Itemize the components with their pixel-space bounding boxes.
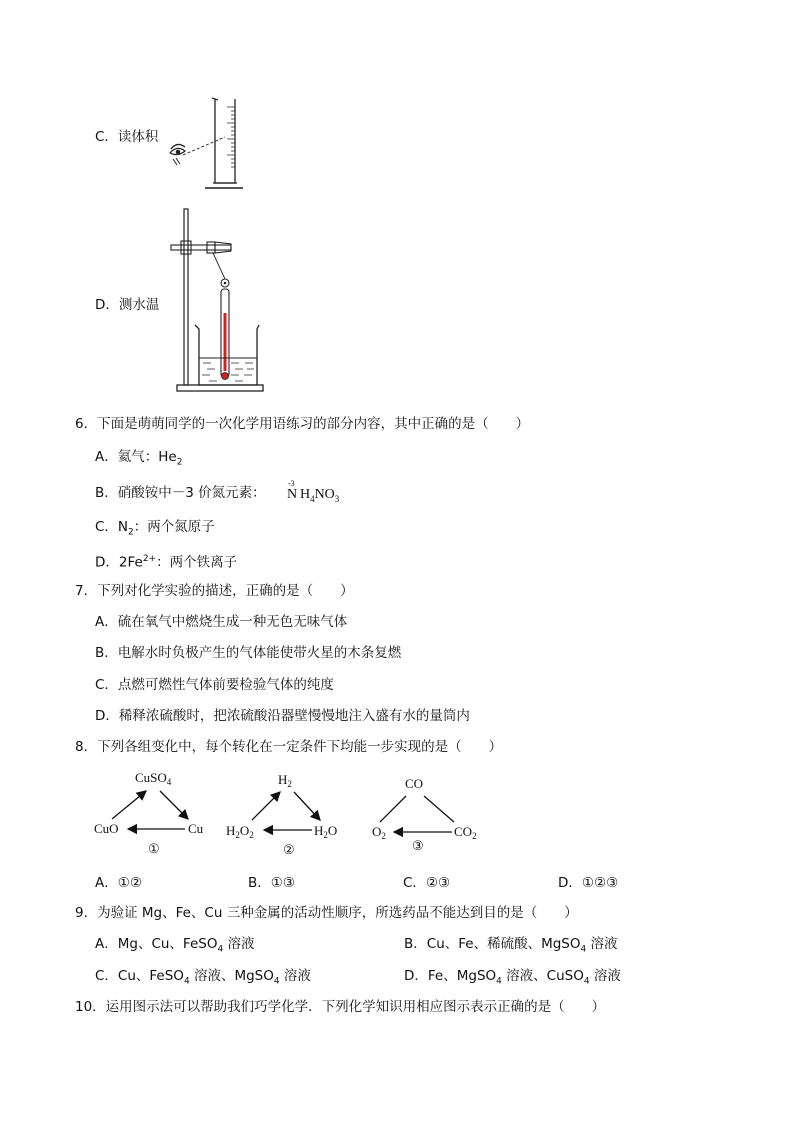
q9-stem: 9．为验证 Mg、Fe、Cu 三种金属的活动性顺序，所选药品不能达到目的是（ ）	[75, 905, 578, 921]
svg-text:CO2: $CO_2$	[454, 824, 477, 841]
svg-text:③: ③	[412, 838, 424, 853]
q7-option-d: D．稀释浓硫酸时，把浓硫酸沿器壁慢慢地注入盛有水的量筒内	[95, 708, 470, 724]
conversion-diagram-1	[90, 765, 220, 860]
q8-option-c: C．②③	[403, 875, 451, 891]
q7-stem: 7．下列对化学实验的描述，正确的是（ ）	[75, 583, 354, 599]
reading-volume-figure	[165, 95, 245, 195]
q5-option-c-label: C．读体积	[95, 129, 159, 145]
svg-text:CuSO4: CuSO$_4$	[135, 770, 172, 787]
svg-text:O2: $O_2$	[372, 824, 386, 841]
q6-option-c: C．$N_2$：两个氮原子	[95, 519, 215, 538]
q9-option-b: B．Cu、Fe、稀硫酸、MgSO$_4$ 溶液	[404, 936, 618, 955]
q6-option-d: D．$2Fe^{2+}$：两个铁离子	[95, 554, 238, 571]
q10-stem: 10．运用图示法可以帮助我们巧学化学．下列化学知识用相应图示表示正确的是（ ）	[75, 999, 606, 1015]
svg-text:H2: $H_2$	[278, 772, 292, 789]
q5-option-d-label: D．测水温	[95, 297, 160, 313]
svg-text:Cu: Cu	[188, 821, 204, 836]
q8-option-d: D．①②③	[558, 875, 619, 891]
q6-option-a: A．氦气：$He_2$	[95, 449, 183, 468]
q7-option-b: B．电解水时负极产生的气体能使带火星的木条复燃	[95, 645, 402, 661]
svg-text:CuO: CuO	[94, 821, 119, 836]
q7-option-c: C．点燃可燃性气体前要检验气体的纯度	[95, 677, 334, 693]
q8-option-a: A．①②	[95, 875, 142, 891]
svg-text:H2O: $H_2O$	[314, 823, 338, 840]
q9-option-a: A．Mg、Cu、FeSO$_4$ 溶液	[95, 936, 255, 955]
conversion-diagram-2	[222, 765, 352, 860]
svg-text:②: ②	[283, 842, 295, 857]
q8-stem: 8．下列各组变化中，每个转化在一定条件下均能一步实现的是（ ）	[75, 739, 503, 755]
svg-text:①: ①	[148, 841, 160, 856]
q6-stem: 6．下面是萌萌同学的一次化学用语练习的部分内容，其中正确的是（ ）	[75, 416, 530, 432]
q9-option-d: D．Fe、MgSO$_4$ 溶液、CuSO$_4$ 溶液	[404, 968, 621, 987]
q9-option-c: C．Cu、FeSO$_4$ 溶液、MgSO$_4$ 溶液	[95, 968, 311, 987]
conversion-diagram-3	[368, 768, 488, 863]
svg-text:H2O2: $H_2O_2$	[226, 823, 254, 840]
svg-text:CO: CO	[405, 776, 424, 791]
q6-option-b: B．硝酸铵中－3 价氮元素：	[95, 485, 266, 501]
q8-option-b: B．①③	[248, 875, 295, 891]
measuring-water-temperature-figure	[165, 205, 275, 400]
q7-option-a: A．硫在氧气中燃烧生成一种无色无味气体	[95, 614, 348, 630]
